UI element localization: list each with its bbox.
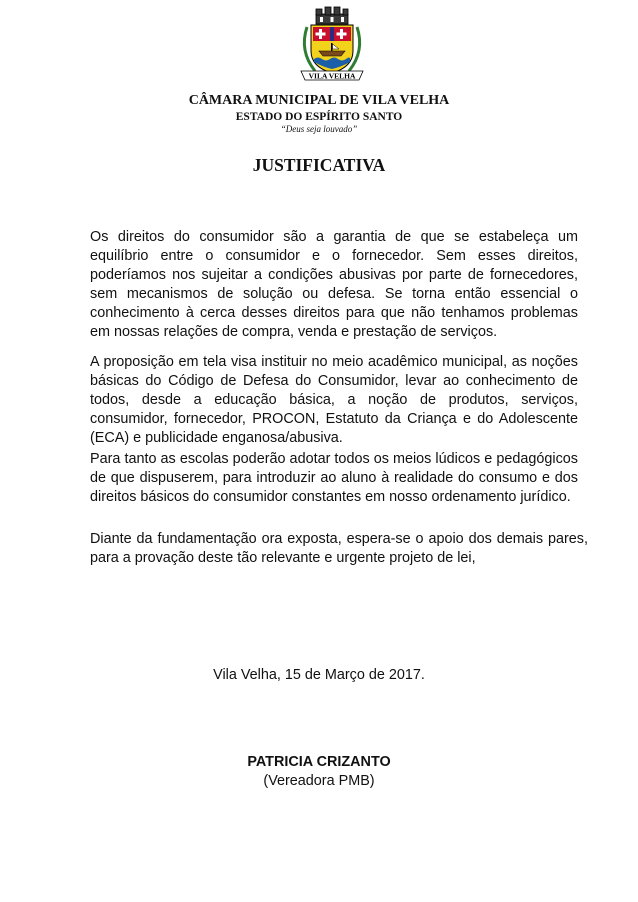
vila-velha-coat-of-arms-icon — [293, 5, 371, 87]
body-paragraph: Os direitos do consumidor são a garantia de que se estabeleça um equilíbrio entre o consumidor e o fornecedor. Sem esses direitos, poderíamos nos sujeitar a condições abusivas por parte de fornecedores, sem mecanismos de solução ou defesa. Se torna então essencial o conhecimento à cerca desses direitos para que não tenhamos problemas em nossas relações de compra, venda e prestação de serviços. — [90, 229, 578, 340]
body-paragraph: Para tanto as escolas poderão adotar todos os meios lúdicos e pedagógicos de que dispuserem, para introduzir ao aluno à realidade do consumo e dos direitos básicos do consumidor constantes em nosso ordenamento jurídico. — [90, 451, 578, 505]
signatory-role: (Vereadora PMB) — [263, 773, 375, 789]
motto: “Deus seja louvado” — [280, 124, 358, 134]
date-line: Vila Velha, 15 de Março de 2017. — [213, 667, 425, 683]
institution-name: CÂMARA MUNICIPAL DE VILA VELHA — [188, 93, 450, 108]
state-name: ESTADO DO ESPÍRITO SANTO — [235, 111, 403, 123]
signatory-name: PATRICIA CRIZANTO — [247, 754, 391, 770]
body-paragraph: A proposição em tela visa instituir no meio acadêmico municipal, as noções básicas do Código de Defesa do Consumidor, levar ao conhecimento de todos, desde a educação básica, a noção de produtos, serviços, consumidor, fornecedor, PROCON, Estatuto da Criança e do Adolescente (ECA) e publicidade enganosa/abusiva. — [90, 354, 578, 446]
crest-banner-text: VILA VELHA — [308, 71, 356, 81]
closing-paragraph: Diante da fundamentação ora exposta, espera-se o apoio dos demais pares, para a provação deste tão relevante e urgente projeto de lei, — [90, 531, 588, 566]
document-title: JUSTIFICATIVA — [252, 155, 386, 175]
